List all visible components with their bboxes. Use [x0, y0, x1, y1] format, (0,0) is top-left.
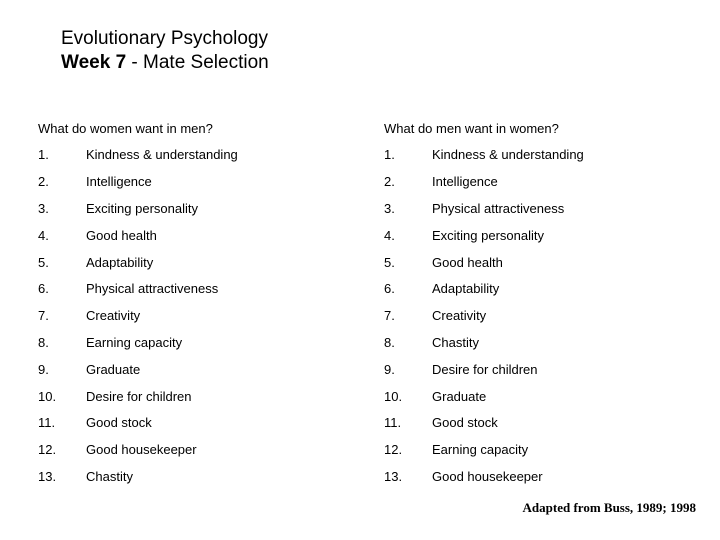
item-number: 12.: [384, 442, 403, 458]
list-item: [384, 362, 714, 389]
item-number: 11.: [384, 415, 402, 431]
item-number: 13.: [384, 468, 403, 484]
item-number: 8.: [384, 334, 395, 350]
item-label: Intelligence: [86, 174, 152, 190]
topic-label: Mate Selection: [143, 52, 269, 73]
citation: Adapted from Buss, 1989; 1998: [522, 500, 696, 515]
list-item: [384, 469, 714, 496]
item-number: 5.: [38, 254, 49, 270]
item-number: 6.: [38, 281, 49, 297]
item-number: 4.: [38, 227, 49, 243]
list-item: [38, 362, 368, 389]
men-preferences-list: [384, 121, 714, 496]
item-number: 9.: [384, 361, 395, 377]
item-number: 1.: [38, 147, 49, 163]
women-list-heading: What do women want in men?: [38, 121, 213, 136]
item-number: 7.: [38, 308, 49, 324]
list-item: [384, 228, 714, 255]
list-item: [38, 415, 368, 442]
list-item: [384, 308, 714, 335]
item-label: Chastity: [86, 468, 133, 484]
men-list-heading: What do men want in women?: [384, 121, 559, 136]
item-number: 7.: [384, 308, 395, 324]
item-number: 13.: [38, 468, 57, 484]
item-number: 12.: [38, 442, 57, 458]
item-label: Creativity: [432, 308, 487, 324]
list-item: [38, 308, 368, 335]
item-label: Desire for children: [432, 361, 538, 377]
item-label: Kindness & understanding: [86, 147, 238, 163]
item-label: Earning capacity: [86, 334, 183, 350]
list-item: [38, 174, 368, 201]
item-label: Exciting personality: [432, 227, 544, 243]
item-label: Exciting personality: [86, 200, 198, 216]
list-item: [38, 147, 368, 174]
item-number: 2.: [384, 174, 395, 190]
list-item: [384, 201, 714, 228]
item-number: 3.: [384, 200, 395, 216]
list-item: [38, 281, 368, 308]
list-item: [38, 255, 368, 282]
item-number: 10.: [384, 388, 403, 404]
item-label: Intelligence: [432, 174, 498, 190]
item-label: Earning capacity: [432, 442, 529, 458]
item-label: Physical attractiveness: [86, 281, 219, 297]
list-item: [38, 469, 368, 496]
list-item: [38, 442, 368, 469]
item-label: Kindness & understanding: [432, 147, 584, 163]
item-label: Good stock: [432, 415, 498, 431]
item-label: Creativity: [86, 308, 141, 324]
list-item: [38, 228, 368, 255]
list-item: [384, 389, 714, 416]
item-label: Graduate: [86, 361, 141, 377]
item-label: Good housekeeper: [432, 468, 543, 484]
lecture-title: [61, 51, 269, 75]
item-number: 3.: [38, 200, 49, 216]
men-list-rows: [384, 147, 714, 495]
item-number: 11.: [38, 415, 56, 431]
item-label: Adaptability: [86, 254, 154, 270]
item-number: 10.: [38, 388, 57, 404]
list-item: [38, 335, 368, 362]
course-title: Evolutionary Psychology: [61, 28, 268, 49]
item-number: 8.: [38, 334, 49, 350]
item-number: 6.: [384, 281, 395, 297]
item-label: Graduate: [432, 388, 487, 404]
list-item: [384, 255, 714, 282]
item-number: 5.: [384, 254, 395, 270]
list-item: [384, 174, 714, 201]
list-item: [38, 389, 368, 416]
item-label: Physical attractiveness: [432, 200, 565, 216]
item-number: 1.: [384, 147, 395, 163]
women-list-rows: [38, 147, 368, 495]
week-label: Week 7: [61, 52, 127, 73]
list-item: [384, 281, 714, 308]
list-item: [38, 201, 368, 228]
item-label: Chastity: [432, 334, 479, 350]
page-title: [61, 27, 269, 75]
list-item: [384, 147, 714, 174]
title-separator: -: [126, 52, 144, 73]
item-number: 9.: [38, 361, 49, 377]
item-number: 2.: [38, 174, 49, 190]
item-label: Desire for children: [86, 388, 192, 404]
list-item: [384, 415, 714, 442]
item-label: Adaptability: [432, 281, 500, 297]
list-item: [384, 335, 714, 362]
item-label: Good health: [432, 254, 503, 270]
item-number: 4.: [384, 227, 395, 243]
item-label: Good housekeeper: [86, 442, 197, 458]
list-item: [384, 442, 714, 469]
item-label: Good health: [86, 227, 157, 243]
women-preferences-list: [38, 121, 368, 496]
item-label: Good stock: [86, 415, 152, 431]
